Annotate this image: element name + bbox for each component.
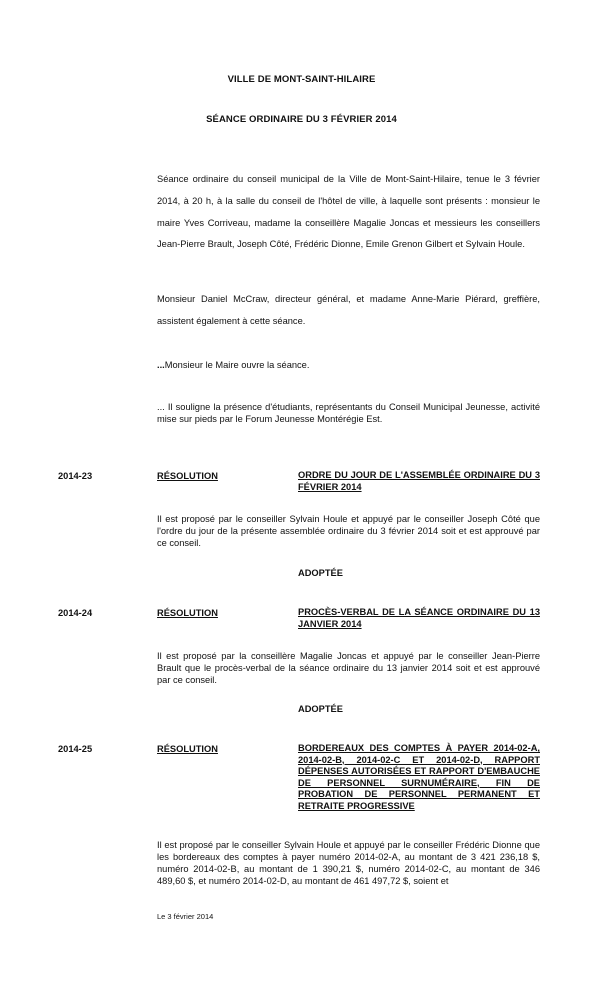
intro-paragraph-staff: Monsieur Daniel McCraw, directeur général, et madame Anne-Marie Piérard, greffière, assistent également à cette séance. [157,294,540,326]
resolution-label: RÉSOLUTION [157,471,218,481]
resolution-number: 2014-23 [58,471,93,481]
resolution-body: Il est proposé par le conseiller Sylvain Houle et appuyé par le conseiller Joseph Côté que l'ordre du jour de la présente assemblée ordinaire du 3 février 2014 soit et est approuvé par ce conseil. [157,514,540,548]
resolution-body: Il est proposé par le conseiller Sylvain Houle et appuyé par le conseiller Frédéric Dionne que les bordereaux des comptes à payer numéro 2014-02-A, au montant de 3 421 236,18 $, numéro 2014-02-B, au montant de 1 390,21 $, numéro 2014-02-C, au montant de 346 489,60 $, et numéro 2014-02-D, au montant de 461 497,72 $, soient et [157,840,540,886]
resolution-title: PROCÈS-VERBAL DE LA SÉANCE ORDINAIRE DU 13 JANVIER 2014 [298,607,540,629]
resolution-number: 2014-25 [58,744,93,754]
resolution-label: RÉSOLUTION [157,608,218,618]
footer-date: Le 3 février 2014 [157,912,214,921]
resolution-title: ORDRE DU JOUR DE L'ASSEMBLÉE ORDINAIRE DU 3 FÉVRIER 2014 [298,470,540,492]
opening-text: Monsieur le Maire ouvre la séance. [164,360,310,370]
session-title: SÉANCE ORDINAIRE DU 3 FÉVRIER 2014 [206,114,397,125]
resolution-title: BORDEREAUX DES COMPTES À PAYER 2014-02-A, 2014-02-B, 2014-02-C ET 2014-02-D, RAPPORT DÉPENSES AUTORISÉES ET RAPPORT D'EMBAUCHE DE PERSONNEL SURNUMÉRAIRE, FIN DE PROBATION DE PERSONNEL PERMANENT ET RETRAITE PROGRESSIVE [298,743,540,811]
resolution-body: Il est proposé par la conseillère Magalie Joncas et appuyé par le conseiller Jean-Pierre Brault que le procès-verbal de la séance ordinaire du 13 janvier 2014 soit et est approuvé par ce conseil. [157,651,540,685]
opening-statement [157,355,540,377]
resolution-status: ADOPTÉE [298,568,343,578]
city-title: VILLE DE MONT-SAINT-HILAIRE [227,74,376,85]
opening-ellipsis: ... [157,360,165,370]
resolution-status: ADOPTÉE [298,704,343,714]
resolution-label: RÉSOLUTION [157,744,218,754]
intro-paragraph-attendance: Séance ordinaire du conseil municipal de la Ville de Mont-Saint-Hilaire, tenue le 3 février 2014, à 20 h, à la salle du conseil de l'hôtel de ville, à laquelle sont présents : monsieur le maire Yves Corriveau, madame la conseillère Magalie Joncas et messieurs les conseillers Jean-Pierre Brault, Joseph Côté, Frédéric Dionne, Emile Grenon Gilbert et Sylvain Houle. [157,174,540,250]
resolution-number: 2014-24 [58,608,93,618]
students-paragraph: ... Il souligne la présence d'étudiants, représentants du Conseil Municipal Jeunesse, activité mise sur pieds par le Forum Jeunesse Montérégie Est. [157,402,540,424]
